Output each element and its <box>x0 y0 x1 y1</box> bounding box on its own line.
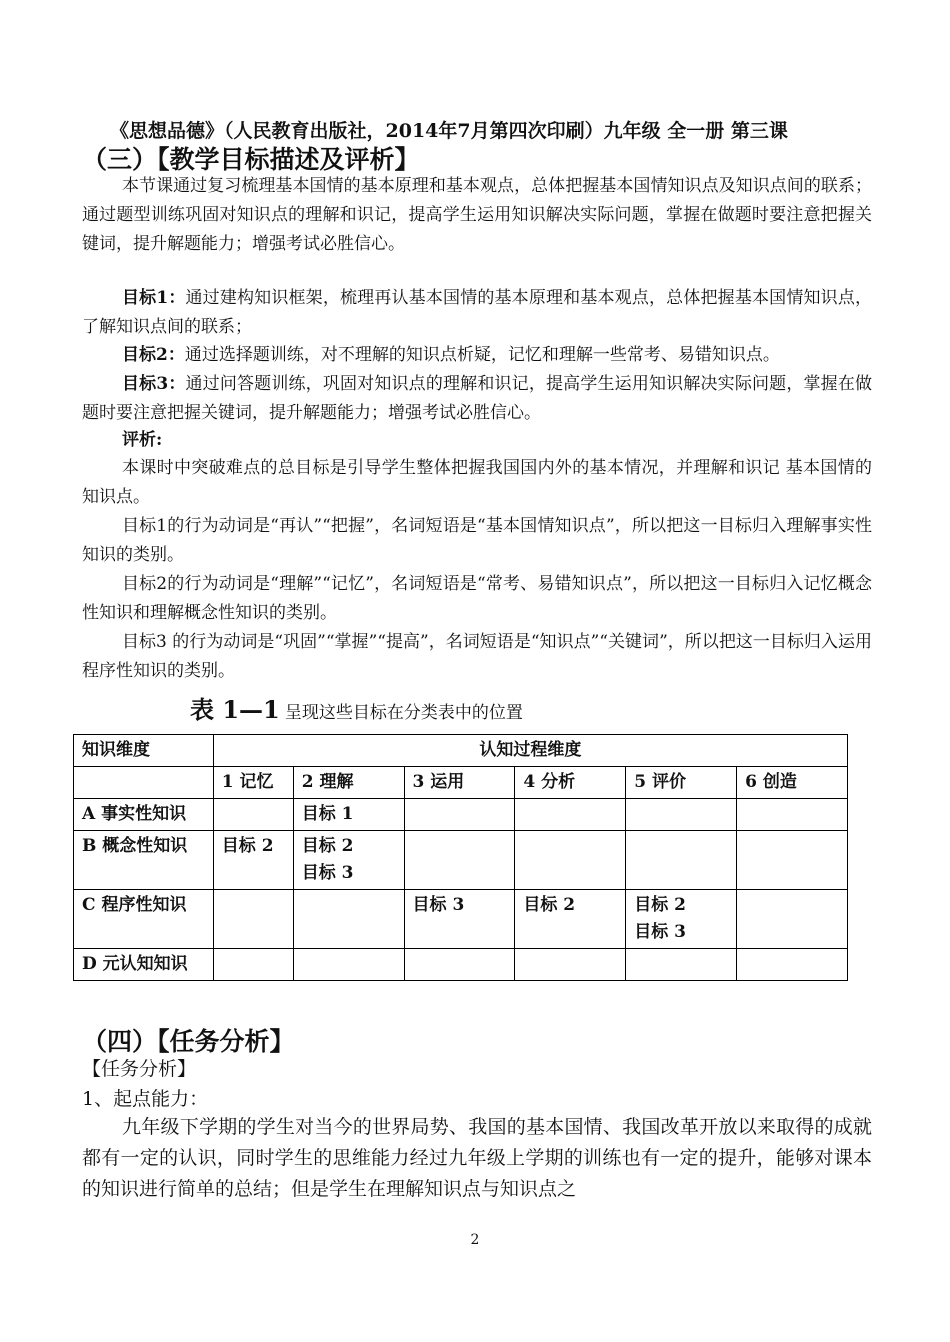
table-cell <box>737 890 848 949</box>
analysis-paragraph-3: 目标2的行为动词是“理解”“记忆”，名词短语是“常考、易错知识点”，所以把这一目标归入记忆概念性知识和理解概念性知识的类别。 <box>82 574 872 623</box>
cell-entry: 目标 2 <box>301 836 354 856</box>
analysis-paragraph-2: 目标1的行为动词是“再认”“把握”，名词短语是“基本国情知识点”，所以把这一目标归入理解事实性知识的类别。 <box>82 516 872 565</box>
table-cell <box>404 890 515 949</box>
table-header-row <box>74 735 848 767</box>
cell-entry: 目标 3 <box>634 922 686 942</box>
table-cell <box>515 831 626 890</box>
column-header: 6 创造 <box>737 767 848 799</box>
goal-2 <box>82 341 872 370</box>
book-title: 《思想品德》（人民教育出版社，2014年7月第四次印刷）九年级 全一册 第三课 <box>110 120 788 142</box>
table-cell <box>626 949 737 981</box>
table-cell <box>737 831 848 890</box>
cell-entry: 目标 1 <box>301 804 354 824</box>
table-cell <box>515 949 626 981</box>
cognitive-process-header: 认知过程维度 <box>213 735 847 767</box>
column-header: 3 运用 <box>404 767 515 799</box>
goal-1 <box>82 284 872 342</box>
column-header: 4 分析 <box>515 767 626 799</box>
row-label: D 元认知知识 <box>74 949 214 981</box>
table-caption-number: 表 1—1 <box>190 695 280 724</box>
table-cell <box>515 799 626 831</box>
analysis-paragraph-1: 本课时中突破难点的总目标是引导学生整体把握我国国内外的基本情况，并理解和识记 基本国情的知识点。 <box>82 458 872 507</box>
empty-header-cell <box>74 767 214 799</box>
table-cell <box>737 799 848 831</box>
table-cell <box>213 831 293 890</box>
goal-3-label: 目标3： <box>122 374 186 394</box>
table-caption <box>190 690 523 725</box>
taxonomy-table <box>73 734 848 981</box>
table-cell <box>213 799 293 831</box>
cell-entry: 目标 3 <box>412 895 465 915</box>
table-cell <box>404 949 515 981</box>
table-cell <box>737 949 848 981</box>
goal-1-text: 通过建构知识框架，梳理再认基本国情的基本原理和基本观点，总体把握基本国情知识点，了解知识点间的联系； <box>82 288 872 337</box>
table-corner-header: 知识维度 <box>74 735 214 767</box>
column-header: 5 评价 <box>626 767 737 799</box>
table-cell <box>293 831 404 890</box>
cell-entry: 目标 2 <box>523 895 576 915</box>
table-row <box>74 831 848 890</box>
goal-3-text: 通过问答题训练，巩固对知识点的理解和识记，提高学生运用知识解决实际问题，掌握在做题时要注意把握关键词，提升解题能力；增强考试必胜信心。 <box>82 374 872 423</box>
table-column-header-row <box>74 767 848 799</box>
table-row <box>74 799 848 831</box>
cell-entry: 目标 2 <box>221 836 274 856</box>
table-cell <box>293 799 404 831</box>
table-caption-text: 呈现这些目标在分类表中的位置 <box>284 703 523 723</box>
table-row <box>74 949 848 981</box>
analysis-paragraph-4: 目标3 的行为动词是“巩固”“掌握”“提高”，名词短语是“知识点”“关键词”，所以把这一目标归入运用程序性知识的类别。 <box>82 632 872 681</box>
row-label: B 概念性知识 <box>74 831 214 890</box>
column-header: 1 记忆 <box>213 767 293 799</box>
table-cell <box>626 799 737 831</box>
section-4-heading: （四）【任务分析】 <box>82 1027 295 1056</box>
table-cell <box>404 831 515 890</box>
intro-paragraph: 本节课通过复习梳理基本国情的基本原理和基本观点，总体把握基本国情知识点及知识点间的联系；通过题型训练巩固对知识点的理解和识记，提高学生运用知识解决实际问题，掌握在做题时要注意把握关键词，提升解题能力；增强考试必胜信心。 <box>82 176 872 254</box>
column-header: 2 理解 <box>293 767 404 799</box>
task-analysis-subheading: 【任务分析】 <box>82 1058 197 1080</box>
cell-entry: 目标 3 <box>301 863 354 883</box>
starting-ability-text: 九年级下学期的学生对当今的世界局势、我国的基本国情、我国改革开放以来取得的成就都有一定的认识，同时学生的思维能力经过九年级上学期的训练也有一定的提升，能够对课本的知识进行简单的总结；但是学生在理解知识点与知识点之 <box>82 1116 872 1200</box>
starting-ability-title: 1、起点能力： <box>82 1088 209 1110</box>
goal-1-label: 目标1： <box>122 288 186 308</box>
section-3-heading: （三）【教学目标描述及评析】 <box>82 145 420 174</box>
table-cell <box>404 799 515 831</box>
table-cell <box>515 890 626 949</box>
table-cell <box>626 890 737 949</box>
table-cell <box>293 949 404 981</box>
table-row <box>74 890 848 949</box>
row-label: A 事实性知识 <box>74 799 214 831</box>
row-label: C 程序性知识 <box>74 890 214 949</box>
table-cell <box>626 831 737 890</box>
goal-2-label: 目标2： <box>122 345 185 365</box>
table-cell <box>213 890 293 949</box>
page-number: 2 <box>470 1232 480 1248</box>
analysis-label: 评析: <box>122 430 163 450</box>
goal-3 <box>82 370 872 428</box>
table-cell <box>213 949 293 981</box>
goal-2-text: 通过选择题训练，对不理解的知识点析疑，记忆和理解一些常考、易错知识点。 <box>184 345 780 365</box>
table-cell <box>293 890 404 949</box>
cell-entry: 目标 2 <box>634 895 686 915</box>
